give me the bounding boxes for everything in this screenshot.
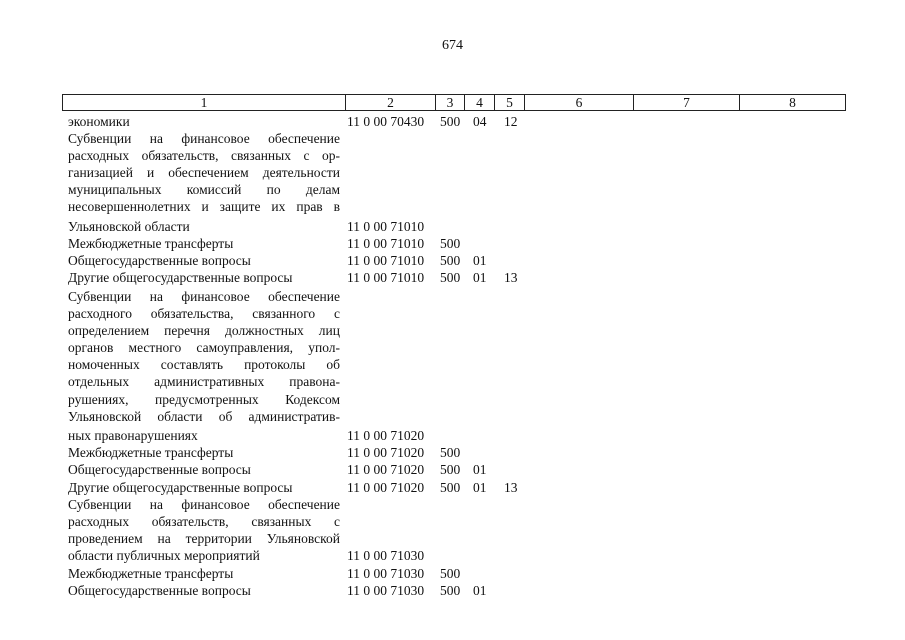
row-code: 11 0 00 70430 [347, 114, 425, 129]
row-name: Межбюджетные трансферты [68, 236, 234, 251]
row-code: 11 0 00 71020 [347, 462, 425, 477]
row-col3: 500 [440, 236, 461, 251]
row-name: отдельных административных правона- [68, 374, 340, 389]
column-header-1: 1 [62, 94, 346, 111]
column-header-4: 4 [464, 94, 495, 111]
row-col4: 01 [473, 253, 487, 268]
row-name: Общегосударственные вопросы [68, 583, 251, 598]
row-col4: 04 [473, 114, 487, 129]
row-name: расходного обязательства, связанного с [68, 306, 340, 321]
row-name: ных правонарушениях [68, 428, 198, 443]
column-header-5: 5 [494, 94, 525, 111]
row-col3: 500 [440, 114, 461, 129]
row-name: Субвенции на финансовое обеспечение [68, 497, 340, 512]
row-name: проведением на территории Ульяновской [68, 531, 340, 546]
row-name: Общегосударственные вопросы [68, 462, 251, 477]
row-name: Другие общегосударственные вопросы [68, 480, 293, 495]
row-col4: 01 [473, 480, 487, 495]
row-name: органов местного самоуправления, упол- [68, 340, 340, 355]
row-code: 11 0 00 71010 [347, 219, 425, 234]
row-name: определением перечня должностных лиц [68, 323, 340, 338]
row-col4: 01 [473, 270, 487, 285]
row-col4: 01 [473, 583, 487, 598]
row-code: 11 0 00 71010 [347, 253, 425, 268]
row-col3: 500 [440, 566, 461, 581]
column-header-8: 8 [739, 94, 846, 111]
row-col3: 500 [440, 583, 461, 598]
row-name: муниципальных комиссий по делам [68, 182, 340, 197]
row-code: 11 0 00 71030 [347, 583, 425, 598]
row-name: области публичных мероприятий [68, 548, 260, 563]
row-col4: 01 [473, 462, 487, 477]
row-code: 11 0 00 71030 [347, 566, 425, 581]
column-header-6: 6 [524, 94, 634, 111]
row-name: расходных обязательств, связанных с [68, 514, 340, 529]
row-code: 11 0 00 71030 [347, 548, 425, 563]
row-name: Межбюджетные трансферты [68, 566, 234, 581]
row-name: Субвенции на финансовое обеспечение [68, 131, 340, 146]
row-code: 11 0 00 71020 [347, 445, 425, 460]
row-name: несовершеннолетних и защите их прав в [68, 199, 340, 214]
row-col3: 500 [440, 270, 461, 285]
row-name: Ульяновской области [68, 219, 190, 234]
row-name: номоченных составлять протоколы об [68, 357, 340, 372]
row-code: 11 0 00 71020 [347, 428, 425, 443]
row-code: 11 0 00 71010 [347, 270, 425, 285]
column-header-7: 7 [633, 94, 740, 111]
row-col3: 500 [440, 462, 461, 477]
row-code: 11 0 00 71010 [347, 236, 425, 251]
column-header-2: 2 [345, 94, 436, 111]
row-name: экономики [68, 114, 130, 129]
row-name: Ульяновской области об административ- [68, 409, 340, 424]
row-name: рушениях, предусмотренных Кодексом [68, 392, 340, 407]
row-name: Другие общегосударственные вопросы [68, 270, 293, 285]
page-number: 674 [442, 38, 463, 53]
row-col5: 12 [504, 114, 518, 129]
row-name: Субвенции на финансовое обеспечение [68, 289, 340, 304]
row-col3: 500 [440, 445, 461, 460]
row-col5: 13 [504, 480, 518, 495]
column-header-3: 3 [435, 94, 465, 111]
row-code: 11 0 00 71020 [347, 480, 425, 495]
row-name: расходных обязательств, связанных с ор- [68, 148, 340, 163]
row-name: Общегосударственные вопросы [68, 253, 251, 268]
row-name: ганизацией и обеспечением деятельности [68, 165, 340, 180]
row-name: Межбюджетные трансферты [68, 445, 234, 460]
row-col3: 500 [440, 480, 461, 495]
row-col3: 500 [440, 253, 461, 268]
row-col5: 13 [504, 270, 518, 285]
